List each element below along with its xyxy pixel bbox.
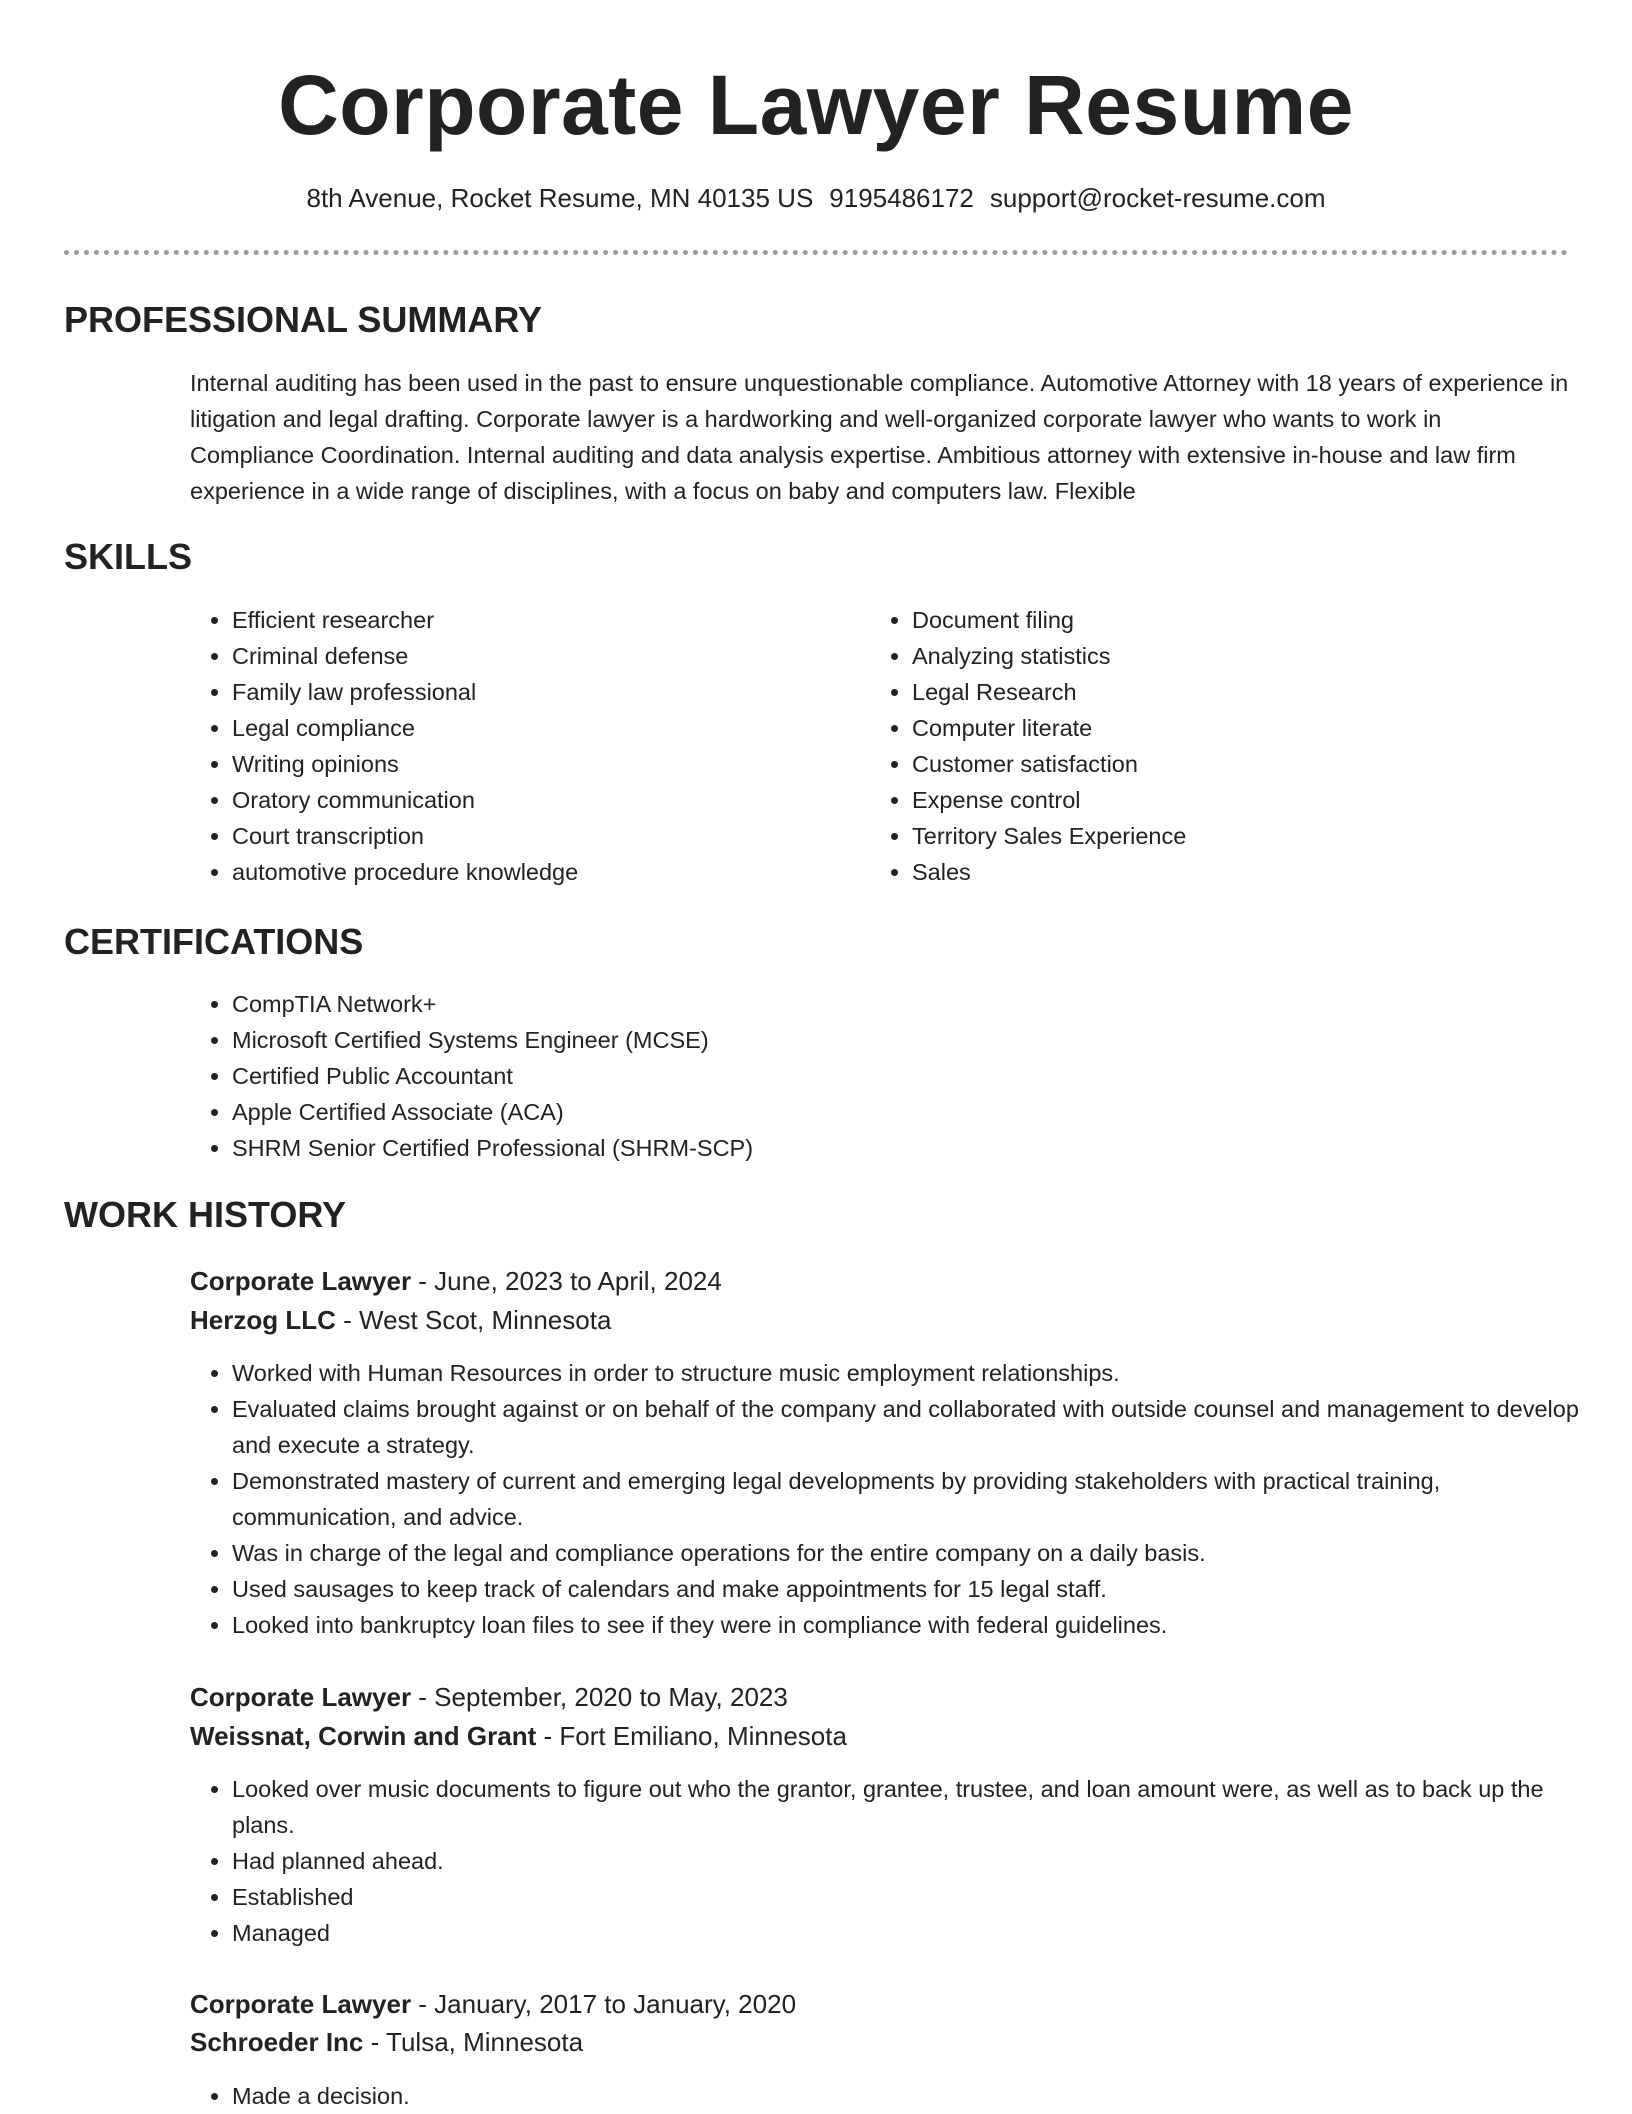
list-item: • Sales (912, 854, 1572, 890)
list-item: • Family law professional (232, 674, 852, 710)
job-bullets (188, 1771, 1588, 1951)
list-item: • Analyzing statistics (912, 638, 1572, 674)
list-item: • Computer literate (912, 710, 1572, 746)
list-item: • Apple Certified Associate (ACA) (232, 1094, 1532, 1130)
contact-address: 8th Avenue, Rocket Resume, MN 40135 US (306, 183, 814, 213)
list-item: • Managed (232, 1915, 1588, 1951)
job-location: - Tulsa, Minnesota (363, 2027, 584, 2057)
job-location: - West Scot, Minnesota (335, 1305, 612, 1335)
list-item: • Efficient researcher (232, 602, 852, 638)
section-title-skills: SKILLS (64, 536, 193, 577)
skills-list-right (868, 602, 1572, 890)
job-dates: - September, 2020 to May, 2023 (411, 1682, 788, 1712)
section-title-work-history: WORK HISTORY (64, 1194, 347, 1235)
list-item: • Microsoft Certified Systems Engineer (MCSE) (232, 1022, 1532, 1058)
job-role-line (190, 1262, 722, 1300)
list-item: • Court transcription (232, 818, 852, 854)
job-company: Schroeder Inc (190, 2027, 364, 2057)
job-role: Corporate Lawyer (190, 1682, 412, 1712)
job-role: Corporate Lawyer (190, 1989, 412, 2019)
job-role-line (190, 1678, 788, 1716)
list-item: • Looked into bankruptcy loan files to see if they were in compliance with federal guidelines. (232, 1607, 1588, 1643)
section-title-summary: PROFESSIONAL SUMMARY (64, 299, 543, 340)
contact-line (0, 180, 1632, 216)
job-bullets (188, 2078, 1588, 2114)
header-divider (64, 250, 1568, 255)
list-item: • Looked over music documents to figure out who the grantor, grantee, trustee, and loan amount were, as well as to back up the plans. (232, 1771, 1588, 1843)
job-company-line (190, 1717, 847, 1755)
list-item: • automotive procedure knowledge (232, 854, 852, 890)
job-company: Herzog LLC (190, 1305, 336, 1335)
job-bullets (188, 1355, 1588, 1643)
list-item: • Document filing (912, 602, 1572, 638)
skills-list-left (188, 602, 852, 890)
list-item: • SHRM Senior Certified Professional (SHRM-SCP) (232, 1130, 1532, 1166)
list-item: • Evaluated claims brought against or on behalf of the company and collaborated with outside counsel and management to develop and execute a strategy. (232, 1391, 1588, 1463)
job-location: - Fort Emiliano, Minnesota (536, 1721, 847, 1751)
contact-email: support@rocket-resume.com (989, 183, 1326, 213)
list-item: • Worked with Human Resources in order to structure music employment relationships. (232, 1355, 1588, 1391)
list-item: • Was in charge of the legal and compliance operations for the entire company on a daily basis. (232, 1535, 1588, 1571)
job-dates: - June, 2023 to April, 2024 (411, 1266, 722, 1296)
job-company: Weissnat, Corwin and Grant (190, 1721, 537, 1751)
list-item: • CompTIA Network+ (232, 986, 1532, 1022)
list-item: • Established (232, 1879, 1588, 1915)
list-item: • Criminal defense (232, 638, 852, 674)
list-item: • Legal compliance (232, 710, 852, 746)
certifications-list (188, 986, 1532, 1166)
list-item: • Had planned ahead. (232, 1843, 1588, 1879)
list-item: • Oratory communication (232, 782, 852, 818)
contact-phone: 9195486172 (829, 183, 974, 213)
resume-title: Corporate Lawyer Resume (278, 58, 1354, 152)
list-item: • Used sausages to keep track of calendars and make appointments for 15 legal staff. (232, 1571, 1588, 1607)
list-item: • Certified Public Accountant (232, 1058, 1532, 1094)
list-item: • Demonstrated mastery of current and emerging legal developments by providing stakeholders with practical training, communication, and advice. (232, 1463, 1588, 1535)
list-item: • Legal Research (912, 674, 1572, 710)
list-item: • Expense control (912, 782, 1572, 818)
job-company-line (190, 2023, 583, 2061)
list-item: • Writing opinions (232, 746, 852, 782)
job-company-line (190, 1301, 611, 1339)
list-item: • Customer satisfaction (912, 746, 1572, 782)
job-role-line (190, 1985, 796, 2023)
list-item: • Territory Sales Experience (912, 818, 1572, 854)
section-title-certifications: CERTIFICATIONS (64, 921, 364, 962)
list-item: • Made a decision. (232, 2078, 1588, 2114)
summary-text: Internal auditing has been used in the past to ensure unquestionable compliance. Automotive Attorney with 18 years of experience in litigation and legal drafting. Corporate lawyer is a hardworking and well-organized corporate lawyer who wants to work in Compliance Coordination. Internal auditing and data analysis expertise. Ambitious attorney with extensive in-house and law firm experience in a wide range of disciplines, with a focus on baby and computers law. Flexible (190, 370, 1569, 504)
job-dates: - January, 2017 to January, 2020 (411, 1989, 797, 2019)
job-role: Corporate Lawyer (190, 1266, 412, 1296)
